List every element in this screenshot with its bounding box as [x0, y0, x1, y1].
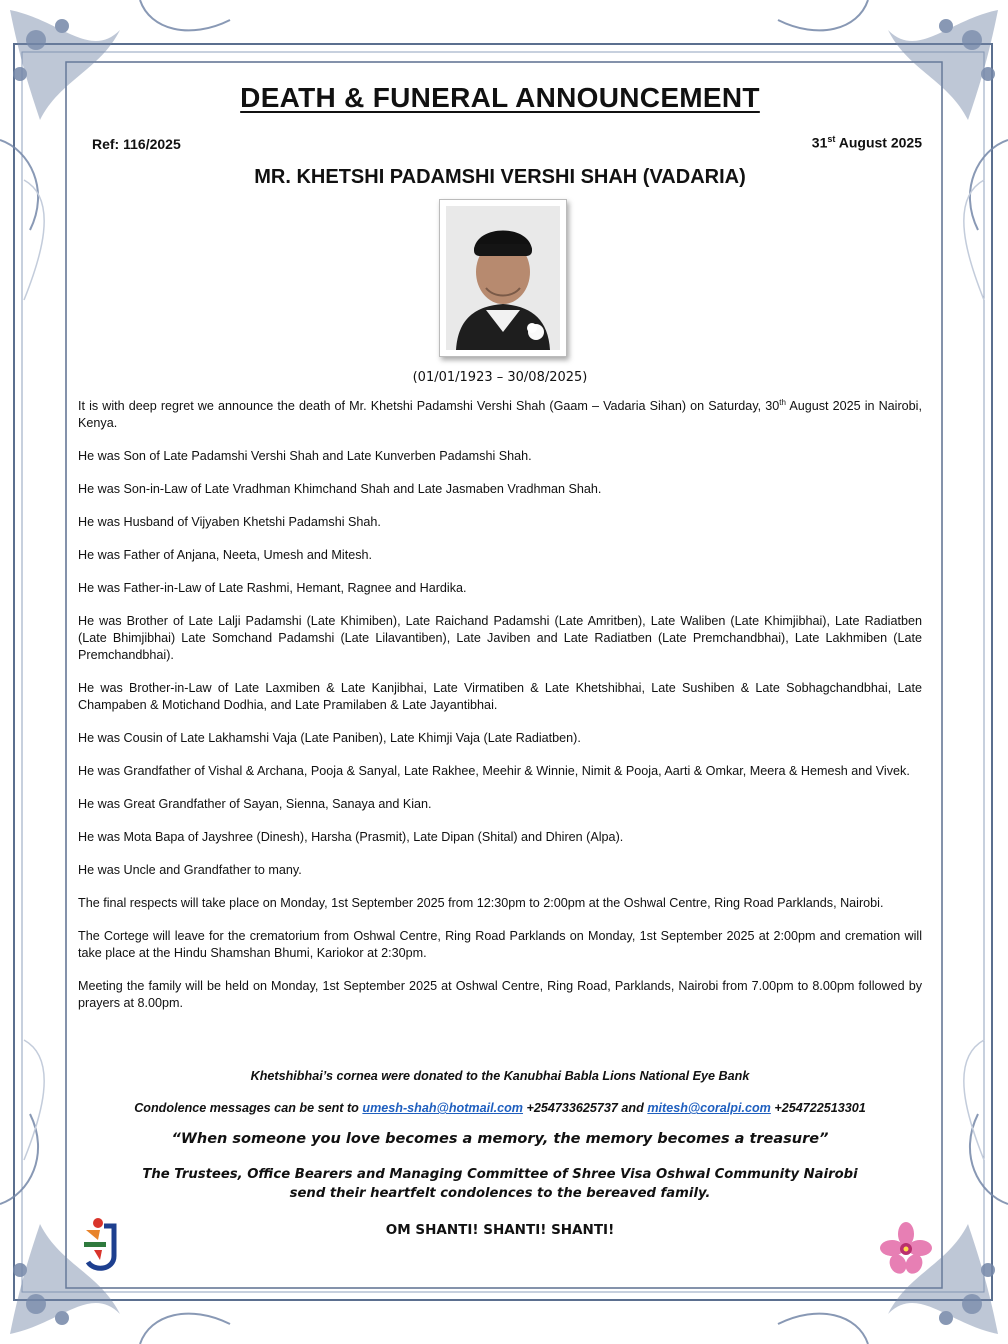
ornament-top-right — [778, 0, 1008, 230]
phone-umesh: +254733625737 and — [523, 1101, 648, 1115]
portrait-image — [446, 206, 560, 350]
phone-mitesh: +254722513301 — [770, 1101, 866, 1115]
paragraph-father-in-law: He was Father-in-Law of Late Rashmi, Hemant, Ragnee and Hardika. — [78, 581, 467, 595]
date-suffix: st — [827, 134, 836, 144]
paragraph-brother: He was Brother of Late Lalji Padamshi (Late Khimiben), Late Raichand Padamshi (Late Amritben), Late Waliben (Late Khimjibhai), Late Radiatben (Late Bhimjibhai) Late Somchand Padamshi (Late Lilavantiben), Late Javiben and Late Radiatben (Late Premchandbhai), Late Lakhmiben (Late Premchandbhai). — [78, 614, 922, 662]
date-rest: August 2025 — [835, 134, 922, 151]
lifespan-dates: (01/01/1923 – 30/08/2025) — [412, 370, 588, 385]
condolence-prefix: Condolence messages can be sent to — [134, 1101, 363, 1115]
email-link-umesh[interactable]: umesh-shah@hotmail.com — [362, 1101, 524, 1115]
paragraph-father: He was Father of Anjana, Neeta, Umesh and Mitesh. — [78, 548, 373, 562]
announcement-body — [78, 398, 922, 1028]
ornament-top-left — [0, 0, 230, 230]
date-day: 31 — [811, 134, 828, 151]
trustees-line-1: The Trustees, Office Bearers and Managing Committee of Shree Visa Oshwal Community Nairobi — [142, 1167, 858, 1182]
paragraph-mota-bapa: He was Mota Bapa of Jayshree (Dinesh), Harsha (Prasmit), Late Dipan (Shital) and Dhiren (Alpa). — [78, 830, 624, 844]
paragraph-meeting-family: Meeting the family will be held on Monday, 1st September 2025 at Oshwal Centre, Ring Road, Parklands, Nairobi from 7.00pm to 8.00pm followed by prayers at 8.00pm. — [78, 979, 922, 1010]
announcement-date — [812, 134, 922, 151]
deceased-name: MR. KHETSHI PADAMSHI VERSHI SHAH (VADARIA) — [254, 166, 746, 188]
trustees-line-2: send their heartfelt condolences to the bereaved family. — [289, 1186, 711, 1201]
paragraph-brother-in-law: He was Brother-in-Law of Late Laxmiben & Late Kanjibhai, Late Virmatiben & Late Khetshibhai, Late Sushiben & Late Sobhagchandbhai, Late Champaben & Motichand Dodhia, and Late Pramilaben & Late Jayantibhai. — [78, 681, 922, 712]
memorial-quote: “When someone you love becomes a memory, the memory becomes a treasure” — [171, 1131, 829, 1147]
paragraph-husband: He was Husband of Vijyaben Khetshi Padamshi Shah. — [78, 515, 381, 529]
paragraph-son-in-law: He was Son-in-Law of Late Vradhman Khimchand Shah and Late Jasmaben Vradhman Shah. — [78, 482, 602, 496]
condolence-contacts — [78, 1101, 922, 1115]
community-logo-icon — [80, 1216, 120, 1274]
portrait-photo — [439, 199, 567, 357]
paragraph-announcement — [78, 398, 922, 432]
email-link-mitesh[interactable]: mitesh@coralpi.com — [647, 1101, 771, 1115]
paragraph-text: It is with deep regret we announce the death of Mr. Khetshi Padamshi Vershi Shah (Gaam – Vadaria Sihan) on Saturday, 30 — [78, 399, 780, 413]
reference-number: Ref: 116/2025 — [92, 136, 181, 152]
cornea-donation-note: Khetshibhai’s cornea were donated to the Kanubhai Babla Lions National Eye Bank — [250, 1069, 750, 1083]
paragraph-final-respects: The final respects will take place on Monday, 1st September 2025 from 12:30pm to 2:00pm at the Oshwal Centre, Ring Road Parklands, Nairobi. — [78, 896, 884, 910]
orchid-icon — [880, 1222, 932, 1276]
paragraph-text: August 2025 in Nairobi, Kenya. — [78, 399, 922, 430]
closing-prayer: OM SHANTI! SHANTI! SHANTI! — [385, 1222, 615, 1238]
trustees-condolence — [78, 1165, 922, 1203]
paragraph-cortege: The Cortege will leave for the crematorium from Oshwal Centre, Ring Road Parklands on Monday, 1st September 2025 at 2:00pm and cremation will take place at the Hindu Shamshan Bhumi, Kariokor at 2:30pm. — [78, 929, 922, 960]
paragraph-son: He was Son of Late Padamshi Vershi Shah and Late Kunverben Padamshi Shah. — [78, 449, 532, 463]
paragraph-cousin: He was Cousin of Late Lakhamshi Vaja (Late Paniben), Late Khimji Vaja (Late Radiatben). — [78, 731, 581, 745]
paragraph-grandfather: He was Grandfather of Vishal & Archana, Pooja & Sanyal, Late Rakhee, Meehir & Winnie, Nimit & Pooja, Aarti & Omkar, Meera & Hemesh and Vivek. — [78, 764, 910, 778]
paragraph-uncle: He was Uncle and Grandfather to many. — [78, 863, 302, 877]
page-title: DEATH & FUNERAL ANNOUNCEMENT — [240, 82, 760, 113]
ordinal-suffix: th — [779, 397, 786, 407]
paragraph-great-grandfather: He was Great Grandfather of Sayan, Sienna, Sanaya and Kian. — [78, 797, 432, 811]
